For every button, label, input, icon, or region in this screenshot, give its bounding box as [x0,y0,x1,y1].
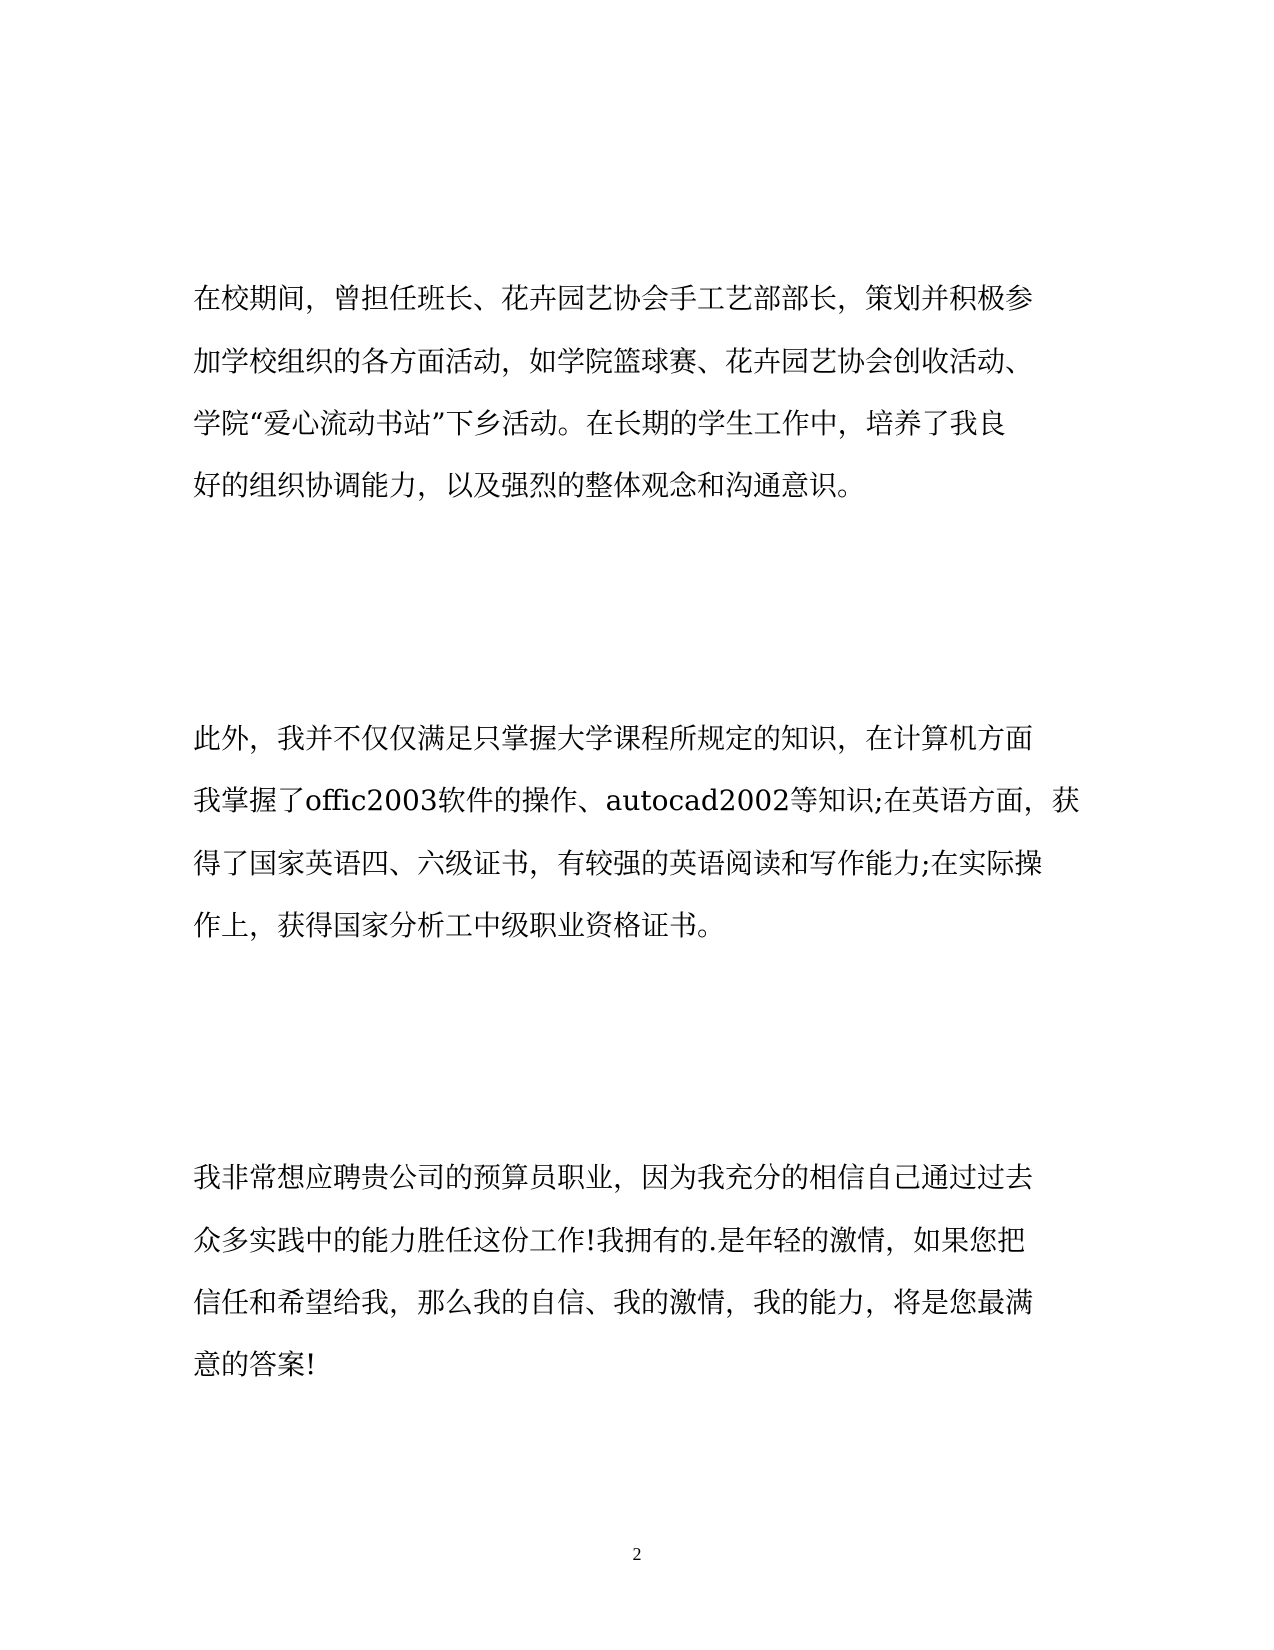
page-number: 2 [632,1544,642,1564]
paragraph-1-line-3: 学院“爱心流动书站”下乡活动。在长期的学生工作中，培养了我良 [193,407,1006,440]
paragraph-3-line-1: 我非常想应聘贵公司的预算员职业，因为我充分的相信自己通过过去 [193,1161,1034,1194]
paragraph-1-line-4: 好的组织协调能力，以及强烈的整体观念和沟通意识。 [193,469,866,502]
paragraph-3-line-4: 意的答案! [193,1348,317,1381]
paragraph-3-line-2: 众多实践中的能力胜任这份工作!我拥有的.是年轻的激情，如果您把 [193,1224,1026,1257]
paragraph-2-line-1: 此外，我并不仅仅满足只掌握大学课程所规定的知识，在计算机方面 [193,722,1034,755]
paragraph-3-line-3: 信任和希望给我，那么我的自信、我的激情，我的能力，将是您最满 [193,1286,1034,1319]
paragraph-1-line-1: 在校期间，曾担任班长、花卉园艺协会手工艺部部长，策划并积极参 [193,282,1034,315]
paragraph-2-line-3: 得了国家英语四、六级证书，有较强的英语阅读和写作能力;在实际操 [193,847,1043,880]
paragraph-2-line-4: 作上，获得国家分析工中级职业资格证书。 [193,909,726,942]
paragraph-1-line-2: 加学校组织的各方面活动，如学院篮球赛、花卉园艺协会创收活动、 [193,345,1034,378]
paragraph-2-line-2: 我掌握了offic2003软件的操作、autocad2002等知识;在英语方面，获 [193,784,1080,817]
